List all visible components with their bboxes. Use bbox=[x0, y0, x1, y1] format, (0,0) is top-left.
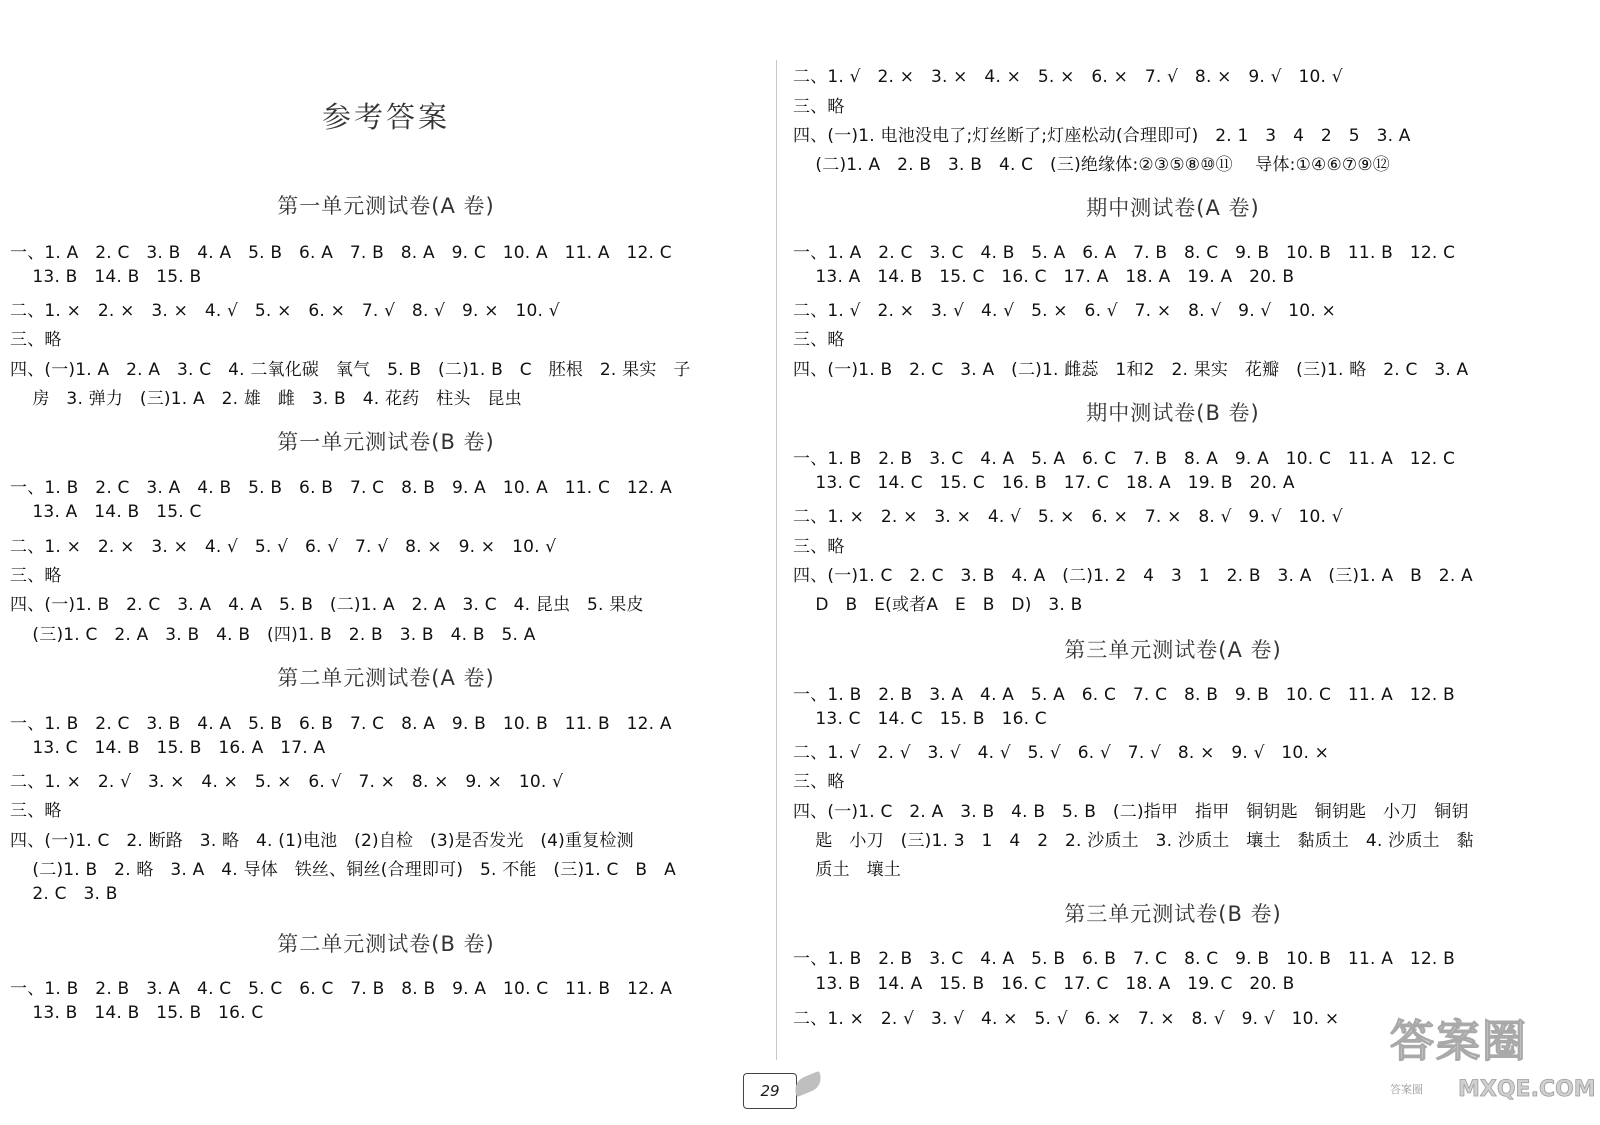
answer-line: 三、略 bbox=[793, 772, 845, 792]
answer-line: 三、略 bbox=[793, 537, 845, 557]
answer-line: 13. C 14. C 15. C 16. B 17. C 18. A 19. B 20. A bbox=[793, 473, 1295, 493]
answer-line: 三、略 bbox=[10, 566, 62, 586]
answer-line: 13. C 14. C 15. B 16. C bbox=[793, 709, 1047, 729]
answer-line: 2. C 3. B bbox=[10, 884, 118, 904]
section-title: 第二单元测试卷(A 卷) bbox=[277, 666, 495, 690]
answer-line: 二、1. √ 2. √ 3. √ 4. √ 5. √ 6. √ 7. √ 8. × 9. √ 10. × bbox=[793, 743, 1330, 763]
page-title: 参考答案 bbox=[321, 100, 450, 134]
answer-line: 一、1. A 2. C 3. C 4. B 5. A 6. A 7. B 8. C 9. B 10. B 11. B 12. C bbox=[793, 243, 1456, 263]
section-title: 第三单元测试卷(A 卷) bbox=[1064, 638, 1282, 662]
answer-line: 二、1. × 2. × 3. × 4. √ 5. × 6. × 7. √ 8. √ 9. × 10. √ bbox=[10, 301, 560, 321]
answer-line: 四、(一)1. 电池没电了;灯丝断了;灯座松动(合理即可) 2. 1 3 4 2 5 3. A bbox=[793, 126, 1411, 146]
answer-line: 一、1. B 2. C 3. A 4. B 5. B 6. B 7. C 8. B 9. A 10. A 11. C 12. A bbox=[10, 478, 672, 498]
answer-line: 四、(一)1. C 2. A 3. B 4. B 5. B (二)指甲 指甲 铜钥匙 铜钥匙 小刀 铜钥 bbox=[793, 802, 1469, 822]
watermark-logo: 答案圈 bbox=[1390, 1016, 1528, 1067]
column-divider bbox=[776, 60, 777, 1060]
section-title: 期中测试卷(B 卷) bbox=[1086, 401, 1260, 425]
answer-line: 一、1. B 2. B 3. C 4. A 5. A 6. C 7. B 8. A 9. A 10. C 11. A 12. C bbox=[793, 449, 1456, 469]
answer-line: 一、1. B 2. B 3. A 4. A 5. A 6. C 7. C 8. B 9. B 10. C 11. A 12. B bbox=[793, 685, 1455, 705]
answer-line: 一、1. B 2. B 3. A 4. C 5. C 6. C 7. B 8. B 9. A 10. C 11. B 12. A bbox=[10, 979, 673, 999]
answer-line: 一、1. A 2. C 3. B 4. A 5. B 6. A 7. B 8. A 9. C 10. A 11. A 12. C bbox=[10, 243, 672, 263]
answer-line: 三、略 bbox=[10, 801, 62, 821]
answer-line: 13. B 14. A 15. B 16. C 17. C 18. A 19. C 20. B bbox=[793, 974, 1295, 994]
answer-line: 二、1. × 2. × 3. × 4. √ 5. × 6. × 7. × 8. √ 9. √ 10. √ bbox=[793, 507, 1343, 527]
answer-line: 13. B 14. B 15. B bbox=[10, 267, 202, 287]
watermark-url: MXQE.COM bbox=[1458, 1077, 1596, 1102]
section-title: 第二单元测试卷(B 卷) bbox=[277, 932, 495, 956]
answer-line: 一、1. B 2. B 3. C 4. A 5. B 6. B 7. C 8. C 9. B 10. B 11. A 12. B bbox=[793, 949, 1455, 969]
watermark bbox=[1390, 1005, 1596, 1117]
answer-line: 二、1. × 2. √ 3. × 4. × 5. × 6. √ 7. × 8. × 9. × 10. √ bbox=[10, 772, 564, 792]
answer-line: 匙 小刀 (三)1. 3 1 4 2 2. 沙质土 3. 沙质土 壤土 黏质土 4. 沙质土 黏 bbox=[793, 831, 1474, 851]
answer-line: 房 3. 弹力 (三)1. A 2. 雄 雌 3. B 4. 花药 柱头 昆虫 bbox=[10, 389, 522, 409]
answer-line: 二、1. √ 2. × 3. √ 4. √ 5. × 6. √ 7. × 8. √ 9. √ 10. × bbox=[793, 301, 1336, 321]
answer-line: 13. A 14. B 15. C 16. C 17. A 18. A 19. A 20. B bbox=[793, 267, 1295, 287]
answer-line: 13. B 14. B 15. B 16. C bbox=[10, 1003, 264, 1023]
answer-line: 三、略 bbox=[793, 97, 845, 117]
answer-line: 四、(一)1. B 2. C 3. A (二)1. 雌蕊 1和2 2. 果实 花瓣 (三)1. 略 2. C 3. A bbox=[793, 360, 1469, 380]
answer-line: 13. C 14. B 15. B 16. A 17. A bbox=[10, 738, 326, 758]
answer-line: 一、1. B 2. C 3. B 4. A 5. B 6. B 7. C 8. A 9. B 10. B 11. B 12. A bbox=[10, 714, 672, 734]
section-title: 期中测试卷(A 卷) bbox=[1086, 196, 1260, 220]
answer-line: 四、(一)1. C 2. C 3. B 4. A (二)1. 2 4 3 1 2. B 3. A (三)1. A B 2. A bbox=[793, 566, 1473, 586]
page-number: 29 bbox=[743, 1073, 797, 1109]
section-title: 第一单元测试卷(B 卷) bbox=[277, 430, 495, 454]
answer-line: (二)1. A 2. B 3. B 4. C (三)绝缘体:②③⑤⑧⑩⑪ 导体:①④⑥⑦⑨⑫ bbox=[793, 155, 1390, 175]
answer-line: 四、(一)1. B 2. C 3. A 4. A 5. B (二)1. A 2. A 3. C 4. 昆虫 5. 果皮 bbox=[10, 595, 644, 615]
watermark-subtitle: 答案圈 bbox=[1390, 1083, 1423, 1096]
answer-line: D B E(或者A E B D) 3. B bbox=[793, 595, 1083, 615]
answer-line: (二)1. B 2. 略 3. A 4. 导体 铁丝、铜丝(合理即可) 5. 不能 (三)1. C B A bbox=[10, 860, 676, 880]
answer-line: 四、(一)1. C 2. 断路 3. 略 4. (1)电池 (2)自检 (3)是否发光 (4)重复检测 bbox=[10, 831, 634, 851]
answer-line: 三、略 bbox=[793, 330, 845, 350]
answer-line: 三、略 bbox=[10, 330, 62, 350]
answer-line: 二、1. × 2. × 3. × 4. √ 5. √ 6. √ 7. √ 8. × 9. × 10. √ bbox=[10, 537, 557, 557]
answer-line: (三)1. C 2. A 3. B 4. B (四)1. B 2. B 3. B 4. B 5. A bbox=[10, 625, 536, 645]
answer-line: 四、(一)1. A 2. A 3. C 4. 二氧化碳 氧气 5. B (二)1. B C 胚根 2. 果实 子 bbox=[10, 360, 691, 380]
section-title: 第一单元测试卷(A 卷) bbox=[277, 194, 495, 218]
answer-line: 二、1. × 2. √ 3. √ 4. × 5. √ 6. × 7. × 8. √ 9. √ 10. × bbox=[793, 1009, 1340, 1029]
answer-line: 质土 壤土 bbox=[793, 860, 902, 880]
answer-line: 二、1. √ 2. × 3. × 4. × 5. × 6. × 7. √ 8. × 9. √ 10. √ bbox=[793, 67, 1343, 87]
section-title: 第三单元测试卷(B 卷) bbox=[1064, 902, 1282, 926]
answer-line: 13. A 14. B 15. C bbox=[10, 502, 202, 522]
